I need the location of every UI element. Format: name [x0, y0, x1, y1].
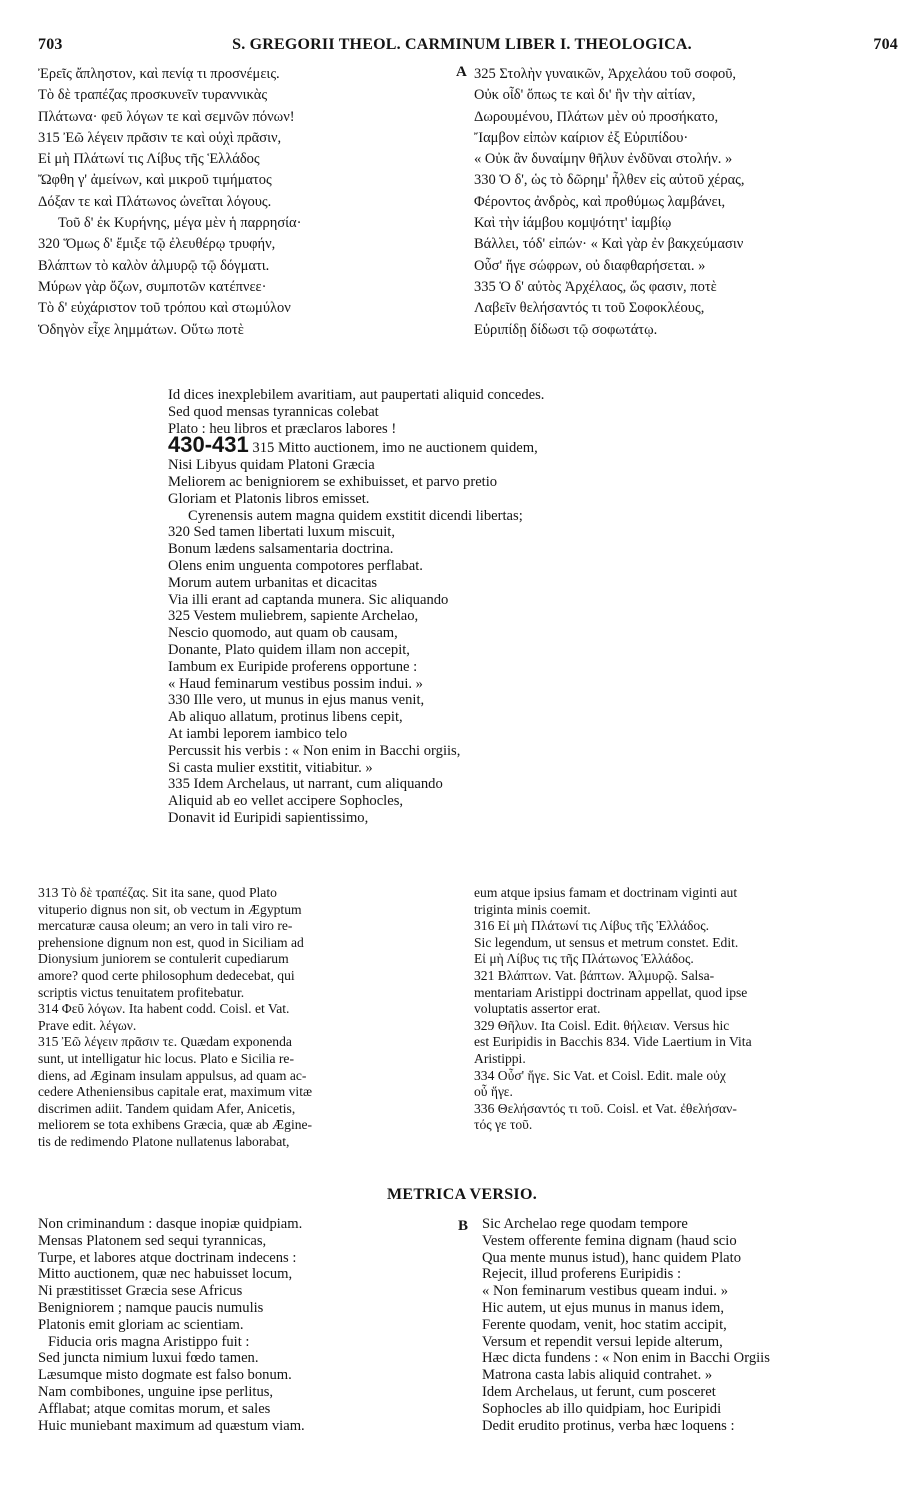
footnote-line: 313 Τὸ δὲ τραπέζας. Sit ita sane, quod Plato — [38, 885, 277, 900]
footnote-line: Aristippi. — [474, 1050, 526, 1066]
greek-line: Καὶ τὴν ἰάμβου κομψότητ' ἰαμβίῳ — [474, 215, 672, 232]
latin-line: 335 Idem Archelaus, ut narrant, cum aliquando — [168, 776, 443, 793]
footnote-line: τός γε τοῦ. — [474, 1117, 533, 1133]
footnote-line: mentariam Aristippi doctrinam appellat, quod ipse — [474, 984, 748, 1000]
greek-text-left-column — [38, 64, 448, 341]
footnote-line: Sic legendum, ut sensus et metrum constet. Edit. — [474, 934, 739, 950]
footnote-line: amore? quod certe philosophum dedecebat, qui — [38, 967, 295, 983]
latin-line: Cyrenensis autem magna quidem exstitit dicendi libertas; — [188, 507, 523, 524]
verse-line: Versum et rependit versui lepide alterum, — [482, 1333, 723, 1350]
footnote-line: tis de redimendo Platone nullatenus laborabat, — [38, 1133, 290, 1149]
metrica-versio-heading: METRICA VERSIO. — [386, 1186, 537, 1203]
greek-line: 320 Ὅμως δ' ἔμιξε τῷ ἐλευθέρῳ τρυφήν, — [38, 236, 276, 253]
greek-line: Ὁδηγὸν εἶχε λημμάτων. Οὕτω ποτὲ — [38, 321, 244, 338]
footnote-line: prehensione dignum non est, quod in Siciliam ad — [38, 934, 304, 950]
verse-line: Mitto auctionem, quæ nec habuisset locum, — [38, 1266, 293, 1283]
metrical-version-left-column — [38, 1216, 448, 1434]
latin-line: Meliorem ac benigniorem se exhibuisset, et parvo pretio — [168, 473, 498, 490]
latin-line: Bonum lædens salsamentaria doctrina. — [168, 541, 394, 558]
column-marker: 430-431 — [168, 432, 249, 458]
greek-line: Δόξαν τε καὶ Πλάτωνος ὠνεῖται λόγους. — [38, 193, 272, 210]
footnote-line: meliorem se tota exhibens Græcia, quæ ab Ægine- — [38, 1117, 313, 1133]
verse-line: Ni præstitisset Græcia sese Africus — [38, 1283, 243, 1300]
footnote-line: Dionysium juniorem se contulerit cupediarum — [38, 951, 289, 967]
footnote-line: 336 Θελήσαντός τι τοῦ. Coisl. et Vat. ἐθελήσαν- — [474, 1100, 737, 1116]
footnote-line: scriptis victus tenuitatem profitebatur. — [38, 984, 245, 1000]
page-number-right: 704 — [873, 36, 898, 53]
latin-line: 320 Sed tamen libertati luxum miscuit, — [168, 524, 395, 541]
latin-translation — [168, 387, 768, 827]
greek-line: Ὤφθη γ' ἀμείνων, καὶ μικροῦ τιμήματος — [38, 172, 272, 189]
footnote-line: mercaturæ causa oleum; an vero in tali viro re- — [38, 918, 293, 934]
latin-line: Percussit his verbis : « Non enim in Bacchi orgiis, — [168, 742, 461, 759]
latin-line: « Haud feminarum vestibus possim indui. » — [168, 675, 423, 692]
verse-line: Non criminandum : dasque inopiæ quidpiam. — [38, 1216, 303, 1232]
greek-line: Εὐριπίδῃ δίδωσι τῷ σοφωτάτῳ. — [474, 321, 658, 338]
greek-line: Λαβεῖν θελήσαντός τι τοῦ Σοφοκλέους, — [474, 300, 705, 317]
verse-line: Idem Archelaus, ut ferunt, cum posceret — [482, 1383, 716, 1400]
verse-line: Mensas Platonem sed sequi tyrannicas, — [38, 1232, 267, 1249]
verse-line: Hæc dicta fundens : « Non enim in Bacchi Orgiis — [482, 1350, 770, 1367]
latin-line: Nisi Libyus quidam Platoni Græcia — [168, 457, 375, 474]
footnote-line: diens, ad Æginam insulam appulsus, ad quam ac- — [38, 1067, 307, 1083]
footnote-line: 314 Φεῦ λόγων. Ita habent codd. Coisl. et Vat. — [38, 1001, 290, 1017]
verse-line: Læsumque misto dogmate est falso bonum. — [38, 1367, 292, 1384]
greek-line: Ἴαμβον εἰπὼν καίριον ἐξ Εὐριπίδου· — [474, 129, 689, 146]
footnote-line: 316 Εἰ μὴ Πλάτωνί τις Λίβυς τῆς Ἑλλάδος. — [474, 918, 709, 934]
footnote-line: Prave edit. λέγων. — [38, 1017, 137, 1033]
verse-line: Platonis emit gloriam ac scientiam. — [38, 1316, 244, 1333]
footnote-line: οὖ ἥγε. — [474, 1084, 513, 1100]
verse-line: Hic autem, ut ejus munus in manus idem, — [482, 1299, 724, 1316]
latin-line: Sed quod mensas tyrannicas colebat — [168, 403, 379, 420]
metrical-version-right-column — [482, 1216, 902, 1434]
footnote-line: vituperio dignus non sit, ob vectum in Ægyptum — [38, 901, 302, 917]
margin-letter-a: A — [456, 64, 467, 80]
verse-line: Qua mente munus istud), hanc quidem Plato — [482, 1249, 741, 1266]
verse-line: « Non feminarum vestibus queam indui. » — [482, 1283, 729, 1300]
footnote-line: discrimen adiit. Tandem quidam Afer, Anicetis, — [38, 1100, 296, 1116]
footnote-line: 334 Οὖσ' ἥγε. Sic Vat. et Coisl. Edit. male οὐχ — [474, 1067, 726, 1083]
footnote-line: 329 Θῆλυν. Ita Coisl. Edit. θήλειαν. Versus hic — [474, 1017, 730, 1033]
greek-line: Τὸ δ' εὐχάριστον τοῦ τρόπου καὶ στωμύλον — [38, 300, 291, 317]
greek-line: 325 Στολὴν γυναικῶν, Ἀρχελάου τοῦ σοφοῦ, — [474, 66, 737, 82]
greek-text-right-column — [474, 64, 904, 341]
latin-line: Id dices inexplebilem avaritiam, aut paupertati aliquid concedes. — [168, 387, 545, 403]
verse-line: Huic muniebant maximum ad quæstum viam. — [38, 1417, 305, 1434]
verse-line: Ferente quodam, venit, hoc statim accipit, — [482, 1316, 727, 1333]
greek-line: Τοῦ δ' ἐκ Κυρήνης, μέγα μὲν ἡ παρρησία· — [58, 215, 302, 232]
greek-line: Βλάπτων τὸ καλὸν ἁλμυρῷ τῷ δόγματι. — [38, 257, 270, 274]
footnote-line: sunt, ut intelligatur hic locus. Plato e Sicilia re- — [38, 1050, 294, 1066]
latin-line: Iambum ex Euripide proferens opportune : — [168, 658, 418, 675]
footnote-line: Εἰ μὴ Λίβυς τις τῆς Πλάτωνος Ἑλλάδος. — [474, 951, 694, 967]
footnote-line: est Euripidis in Bacchis 834. Vide Laertium in Vita — [474, 1034, 752, 1050]
greek-line: Φέροντος ἀνδρὸς, καὶ προθύμως λαμβάνει, — [474, 193, 726, 210]
greek-line: Εἰ μὴ Πλάτωνί τις Λίβυς τῆς Ἑλλάδος — [38, 151, 260, 168]
greek-line: Ἐρεῖς ἄπληστον, καὶ πενίᾳ τι προσνέμεις. — [38, 66, 280, 82]
footnote-line: 321 Βλάπτων. Vat. βάπτων. Ἁλμυρῷ. Salsa- — [474, 967, 715, 983]
latin-line: Si casta mulier exstitit, vitiabitur. » — [168, 759, 373, 776]
greek-line: Μύρων γὰρ ὄζων, συμποτῶν κατέπνεε· — [38, 278, 267, 295]
footnote-line: triginta minis coemit. — [474, 901, 591, 917]
greek-line: 335 Ὁ δ' αὐτὸς Ἀρχέλαος, ὥς φασιν, ποτὲ — [474, 278, 717, 295]
running-title: S. GREGORII THEOL. CARMINUM LIBER I. THEOLOGICA. — [232, 36, 692, 53]
latin-line: Via illi erant ad captanda munera. Sic aliquando — [168, 591, 449, 608]
margin-letter-b: B — [458, 1218, 469, 1234]
verse-line: Vestem offerente femina dignam (haud scio — [482, 1232, 737, 1249]
verse-line: Sophocles ab illo quidpiam, hoc Euripidi — [482, 1400, 722, 1417]
verse-line: Matrona casta labis aliquid contrahet. » — [482, 1367, 713, 1384]
verse-line: Benigniorem ; namque paucis numulis — [38, 1299, 264, 1316]
latin-line: Nescio quomodo, aut quam ob causam, — [168, 625, 398, 642]
verse-line: Fiducia oris magna Aristippo fuit : — [48, 1333, 250, 1350]
latin-line: Aliquid ab eo vellet accipere Sophocles, — [168, 793, 404, 810]
greek-line: Οὖσ' ἥγε σώφρων, οὐ διαφθαρήσεται. » — [474, 257, 706, 274]
footnote-line: eum atque ipsius famam et doctrinam viginti aut — [474, 885, 738, 900]
greek-line: Τὸ δὲ τραπέζας προσκυνεῖν τυραννικὰς — [38, 87, 268, 104]
latin-line: Plato : heu libros et præclaros labores ! — [168, 420, 397, 437]
greek-line: Βάλλει, τόδ' εἰπών· « Καὶ γὰρ ἐν βακχεύμασιν — [474, 236, 744, 253]
footnotes-right-column — [474, 885, 904, 1134]
latin-line: Morum autem urbanitas et dicacitas — [168, 574, 378, 591]
greek-line: Δωρουμένου, Πλάτων μὲν οὐ προσήκατο, — [474, 108, 719, 125]
verse-line: Sed juncta nimium luxui fœdo tamen. — [38, 1350, 259, 1367]
greek-line: Πλάτωνα· φεῦ λόγων τε καὶ σεμνῶν πόνων! — [38, 108, 295, 125]
latin-line: 325 Vestem muliebrem, sapiente Archelao, — [168, 608, 419, 625]
latin-line: Gloriam et Platonis libros emisset. — [168, 490, 370, 507]
latin-line: Donante, Plato quidem illam non accepit, — [168, 641, 410, 658]
latin-line: Olens enim unguenta compotores perflabat. — [168, 557, 423, 574]
latin-line: Ab aliquo allatum, protinus libens cepit, — [168, 709, 403, 726]
latin-line: At iambi leporem iambico telo — [168, 725, 348, 742]
footnotes-left-column — [38, 885, 458, 1151]
latin-line: 330 Ille vero, ut munus in ejus manus venit, — [168, 692, 425, 709]
footnote-line: voluptatis assertor erat. — [474, 1001, 601, 1017]
page-number-left: 703 — [38, 36, 63, 53]
verse-line: Rejecit, illud proferens Euripidis : — [482, 1266, 681, 1283]
verse-line: Nam combibones, unguine ipse perlitus, — [38, 1383, 274, 1400]
latin-line: 315 Mitto auctionem, imo ne auctionem quidem, — [252, 440, 538, 457]
footnote-line: cedere Atheniensibus capitale erat, maximum vitæ — [38, 1084, 313, 1100]
verse-line: Sic Archelao rege quodam tempore — [482, 1216, 688, 1232]
verse-line: Afflabat; atque comitas morum, et sales — [38, 1400, 271, 1417]
greek-line: Οὐκ οἶδ' ὅπως τε καὶ δι' ἣν τὴν αἰτίαν, — [474, 87, 696, 104]
verse-line: Dedit erudito protinus, verba hæc loquens : — [482, 1417, 735, 1434]
latin-line: Donavit id Euripidi sapientissimo, — [168, 809, 369, 826]
greek-line: « Οὐκ ἂν δυναίμην θῆλυν ἐνδῦναι στολήν. » — [474, 151, 733, 168]
greek-line: 330 Ὁ δ', ὡς τὸ δῶρημ' ἦλθεν εἰς αὐτοῦ χέρας, — [474, 172, 745, 189]
latin-line-with-marker — [168, 432, 768, 458]
verse-line: Turpe, et labores atque doctrinam indecens : — [38, 1249, 297, 1266]
greek-line: 315 Ἐῶ λέγειν πρᾶσιν τε καὶ οὐχὶ πρᾶσιν, — [38, 129, 282, 146]
footnote-line: 315 Ἐῶ λέγειν πρᾶσιν τε. Quædam exponenda — [38, 1034, 292, 1050]
